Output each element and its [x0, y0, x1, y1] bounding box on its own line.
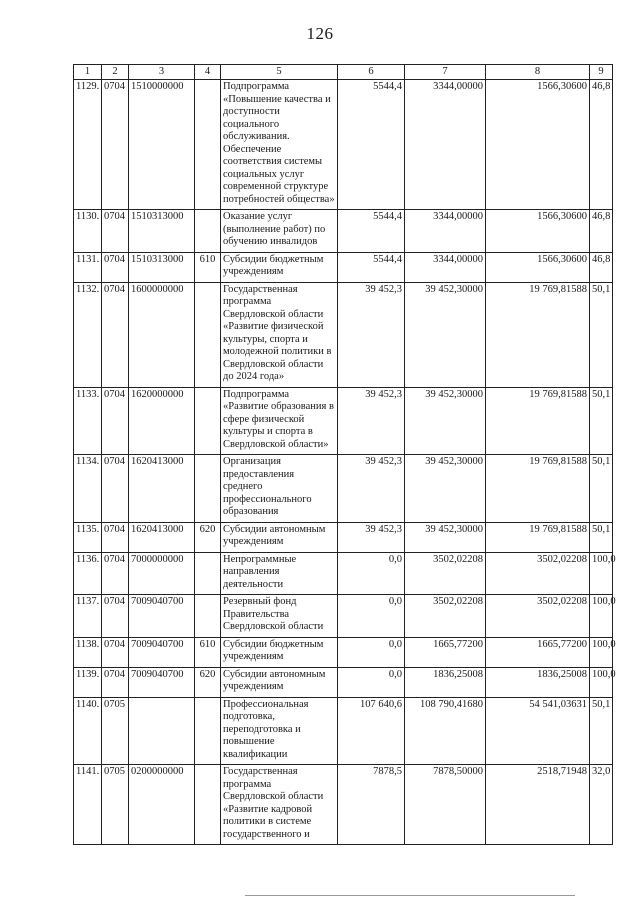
execution-percent-cell: 50,1: [590, 697, 613, 765]
target-article-cell: 1510000000: [129, 80, 195, 210]
approved-amount-cell: 39 452,3: [338, 455, 405, 523]
section-code-cell: 0704: [102, 282, 129, 387]
approved-amount-cell: 0,0: [338, 552, 405, 595]
execution-percent-cell: 50,1: [590, 282, 613, 387]
expense-type-cell: 620: [195, 667, 221, 697]
target-article-cell: 0200000000: [129, 765, 195, 845]
table-row: [74, 765, 613, 845]
item-name-cell: Государственная программа Свердловской области «Развитие физической культуры, спорта и молодежной политики в Свердловской области до 2024 года»: [221, 282, 338, 387]
planned-amount-cell: 108 790,41680: [405, 697, 486, 765]
row-number-cell: 1131.: [74, 252, 102, 282]
planned-amount-cell: 3344,00000: [405, 252, 486, 282]
table-row: [74, 637, 613, 667]
execution-percent-cell: 50,1: [590, 522, 613, 552]
column-header: 4: [195, 65, 221, 80]
planned-amount-cell: 39 452,30000: [405, 387, 486, 455]
section-code-cell: 0704: [102, 595, 129, 638]
approved-amount-cell: 0,0: [338, 667, 405, 697]
expense-type-cell: 610: [195, 637, 221, 667]
section-code-cell: 0704: [102, 637, 129, 667]
row-number-cell: 1130.: [74, 210, 102, 253]
target-article-cell: 7000000000: [129, 552, 195, 595]
row-number-cell: 1135.: [74, 522, 102, 552]
column-header: 6: [338, 65, 405, 80]
planned-amount-cell: 3344,00000: [405, 80, 486, 210]
page-number: 126: [306, 24, 334, 43]
section-code-cell: 0704: [102, 80, 129, 210]
execution-percent-cell: 50,1: [590, 455, 613, 523]
column-header: 5: [221, 65, 338, 80]
executed-amount-cell: 3502,02208: [486, 552, 590, 595]
column-header: 9: [590, 65, 613, 80]
executed-amount-cell: 3502,02208: [486, 595, 590, 638]
expense-type-cell: 620: [195, 522, 221, 552]
row-number-cell: 1132.: [74, 282, 102, 387]
target-article-cell: 1600000000: [129, 282, 195, 387]
column-header: 2: [102, 65, 129, 80]
expense-type-cell: [195, 80, 221, 210]
column-header: 1: [74, 65, 102, 80]
execution-percent-cell: 32,0: [590, 765, 613, 845]
item-name-cell: Субсидии автономным учреждениям: [221, 522, 338, 552]
execution-percent-cell: 46,8: [590, 252, 613, 282]
table-row: [74, 455, 613, 523]
column-header: 3: [129, 65, 195, 80]
table-row: [74, 552, 613, 595]
planned-amount-cell: 1665,77200: [405, 637, 486, 667]
approved-amount-cell: 5544,4: [338, 252, 405, 282]
executed-amount-cell: 19 769,81588: [486, 282, 590, 387]
target-article-cell: 7009040700: [129, 595, 195, 638]
planned-amount-cell: 1836,25008: [405, 667, 486, 697]
execution-percent-cell: 100,0: [590, 595, 613, 638]
expense-type-cell: [195, 765, 221, 845]
item-name-cell: Субсидии бюджетным учреждениям: [221, 637, 338, 667]
planned-amount-cell: 3344,00000: [405, 210, 486, 253]
executed-amount-cell: 1665,77200: [486, 637, 590, 667]
executed-amount-cell: 19 769,81588: [486, 387, 590, 455]
planned-amount-cell: 39 452,30000: [405, 282, 486, 387]
execution-percent-cell: 100,0: [590, 637, 613, 667]
approved-amount-cell: 39 452,3: [338, 387, 405, 455]
execution-percent-cell: 46,8: [590, 210, 613, 253]
expense-type-cell: [195, 595, 221, 638]
approved-amount-cell: 0,0: [338, 637, 405, 667]
item-name-cell: Профессиональная подготовка, переподготовка и повышение квалификации: [221, 697, 338, 765]
execution-percent-cell: 100,0: [590, 552, 613, 595]
table-row: [74, 252, 613, 282]
item-name-cell: Подпрограмма «Повышение качества и доступности социального обслуживания. Обеспечение соответствия системы социальных услуг современной структуре потребностей общества»: [221, 80, 338, 210]
target-article-cell: 7009040700: [129, 637, 195, 667]
target-article-cell: [129, 697, 195, 765]
executed-amount-cell: 19 769,81588: [486, 522, 590, 552]
expense-type-cell: [195, 697, 221, 765]
column-header: 7: [405, 65, 486, 80]
executed-amount-cell: 54 541,03631: [486, 697, 590, 765]
expense-type-cell: [195, 282, 221, 387]
item-name-cell: Подпрограмма «Развитие образования в сфере физической культуры и спорта в Свердловской области»: [221, 387, 338, 455]
expense-type-cell: [195, 387, 221, 455]
row-number-cell: 1140.: [74, 697, 102, 765]
row-number-cell: 1133.: [74, 387, 102, 455]
row-number-cell: 1134.: [74, 455, 102, 523]
executed-amount-cell: 2518,71948: [486, 765, 590, 845]
row-number-cell: 1141.: [74, 765, 102, 845]
item-name-cell: Резервный фонд Правительства Свердловской области: [221, 595, 338, 638]
item-name-cell: Оказание услуг (выполнение работ) по обучению инвалидов: [221, 210, 338, 253]
approved-amount-cell: 0,0: [338, 595, 405, 638]
bottom-rule: [245, 895, 575, 896]
target-article-cell: 1510313000: [129, 252, 195, 282]
expense-type-cell: 610: [195, 252, 221, 282]
table-row: [74, 210, 613, 253]
approved-amount-cell: 107 640,6: [338, 697, 405, 765]
approved-amount-cell: 7878,5: [338, 765, 405, 845]
executed-amount-cell: 19 769,81588: [486, 455, 590, 523]
execution-percent-cell: 50,1: [590, 387, 613, 455]
section-code-cell: 0704: [102, 667, 129, 697]
executed-amount-cell: 1566,30600: [486, 252, 590, 282]
approved-amount-cell: 5544,4: [338, 210, 405, 253]
target-article-cell: 1620413000: [129, 455, 195, 523]
row-number-cell: 1129.: [74, 80, 102, 210]
expense-type-cell: [195, 552, 221, 595]
item-name-cell: Непрограммные направления деятельности: [221, 552, 338, 595]
executed-amount-cell: 1566,30600: [486, 210, 590, 253]
table-row: [74, 282, 613, 387]
target-article-cell: 1620413000: [129, 522, 195, 552]
row-number-cell: 1136.: [74, 552, 102, 595]
table-row: [74, 522, 613, 552]
approved-amount-cell: 5544,4: [338, 80, 405, 210]
budget-table: [73, 64, 616, 845]
row-number-cell: 1138.: [74, 637, 102, 667]
item-name-cell: Организация предоставления среднего профессионального образования: [221, 455, 338, 523]
item-name-cell: Субсидии бюджетным учреждениям: [221, 252, 338, 282]
target-article-cell: 1620000000: [129, 387, 195, 455]
section-code-cell: 0704: [102, 455, 129, 523]
section-code-cell: 0705: [102, 765, 129, 845]
item-name-cell: Субсидии автономным учреждениям: [221, 667, 338, 697]
row-number-cell: 1137.: [74, 595, 102, 638]
item-name-cell: Государственная программа Свердловской области «Развитие кадровой политики в системе государственного и: [221, 765, 338, 845]
executed-amount-cell: 1566,30600: [486, 80, 590, 210]
section-code-cell: 0704: [102, 387, 129, 455]
section-code-cell: 0704: [102, 522, 129, 552]
planned-amount-cell: 7878,50000: [405, 765, 486, 845]
section-code-cell: 0705: [102, 697, 129, 765]
table-row: [74, 387, 613, 455]
expense-type-cell: [195, 210, 221, 253]
approved-amount-cell: 39 452,3: [338, 282, 405, 387]
section-code-cell: 0704: [102, 552, 129, 595]
table-row: [74, 595, 613, 638]
target-article-cell: 1510313000: [129, 210, 195, 253]
section-code-cell: 0704: [102, 252, 129, 282]
table-row: [74, 80, 613, 210]
approved-amount-cell: 39 452,3: [338, 522, 405, 552]
planned-amount-cell: 3502,02208: [405, 595, 486, 638]
column-number-header: [74, 65, 613, 80]
expense-type-cell: [195, 455, 221, 523]
execution-percent-cell: 46,8: [590, 80, 613, 210]
table-row: [74, 667, 613, 697]
planned-amount-cell: 3502,02208: [405, 552, 486, 595]
table-row: [74, 697, 613, 765]
section-code-cell: 0704: [102, 210, 129, 253]
row-number-cell: 1139.: [74, 667, 102, 697]
column-header: 8: [486, 65, 590, 80]
target-article-cell: 7009040700: [129, 667, 195, 697]
execution-percent-cell: 100,0: [590, 667, 613, 697]
planned-amount-cell: 39 452,30000: [405, 522, 486, 552]
planned-amount-cell: 39 452,30000: [405, 455, 486, 523]
executed-amount-cell: 1836,25008: [486, 667, 590, 697]
